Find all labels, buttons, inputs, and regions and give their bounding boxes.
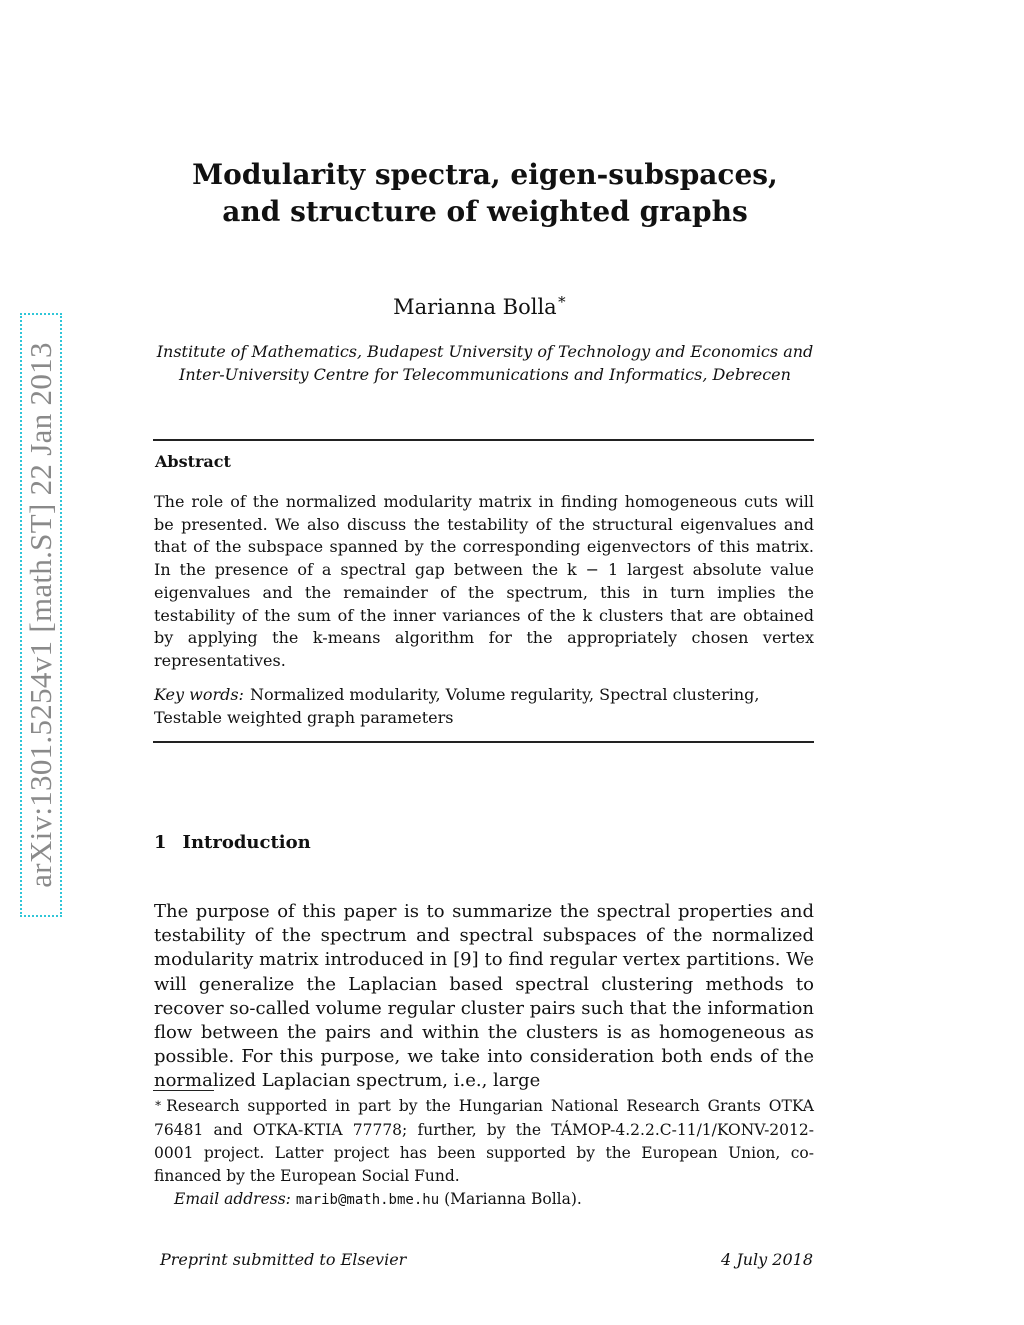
section-heading [154,832,311,853]
intro-paragraph: The purpose of this paper is to summarize the spectral properties and testability of the spectrum and spectral subspaces of the normalized modularity matrix introduced in [9] to find regular vertex partitions. We will generalize the Laplacian based spectral clustering methods to recover so-called volume regular cluster pairs such that the information flow between the pairs and within the clusters is as homogeneous as possible. For this purpose, we take into consideration both ends of the normalized Laplacian spectrum, i.e., large [154,901,814,1092]
section-title: Introduction [182,832,311,853]
affiliation [0,340,970,386]
footnote-mark: ∗ [154,1096,163,1110]
abstract-text: The role of the normalized modularity matrix in finding homogeneous cuts will be presented. We also discuss the testability of the structural eigenvalues and that of the subspace spanned by the corresponding eigenvectors of this matrix. In the presence of a spectral gap between the k − 1 largest absolute value eigenvalues and the remainder of the spectrum, this in turn implies the testability of the sum of the inner variances of the k clusters that are obtained by applying the k-means algorithm for the appropriately chosen vertex representatives. [154,492,814,670]
keywords-block [154,683,814,729]
affiliation-line-1: Institute of Mathematics, Budapest University of Technology and Economics and [156,342,814,361]
keywords-list: Normalized modularity, Volume regularity, Spectral clustering, Testable weighted graph parameters [154,685,760,727]
keywords-label: Key words: [154,685,244,704]
footnote-text: Research supported in part by the Hungarian National Research Grants OTKA 76481 and OTKA-KTIA 77778; further, by the TÁMOP-4.2.2.C-11/1/KONV-2012-0001 project. Latter project has been supported by the European Union, co-financed by the European Social Fund. [154,1097,814,1185]
email-owner: (Marianna Bolla). [444,1190,582,1208]
email-address[interactable]: marib@math.bme.hu [295,1192,440,1208]
arxiv-stamp: arXiv:1301.5254v1 [math.ST] 22 Jan 2013 [23,342,58,888]
abstract-heading: Abstract [155,452,231,471]
author-name: Marianna Bolla [393,295,557,319]
footnote-rule [153,1090,214,1091]
email-line [154,1188,814,1212]
author-line [0,292,960,319]
footnote [154,1095,814,1212]
abstract-top-rule [153,439,814,441]
title-line-2: and structure of weighted graphs [222,195,748,228]
paper-title [0,156,970,230]
section-number: 1 [154,832,167,853]
preprint-date: 4 July 2018 [721,1250,813,1269]
abstract-bottom-rule [153,741,814,743]
author-footnote-mark: ∗ [556,290,567,308]
email-label: Email address: [174,1190,291,1208]
affiliation-line-2: Inter-University Centre for Telecommunications and Informatics, Debrecen [179,365,791,384]
preprint-note: Preprint submitted to Elsevier [160,1250,407,1269]
title-line-1: Modularity spectra, eigen-subspaces, [192,158,778,191]
